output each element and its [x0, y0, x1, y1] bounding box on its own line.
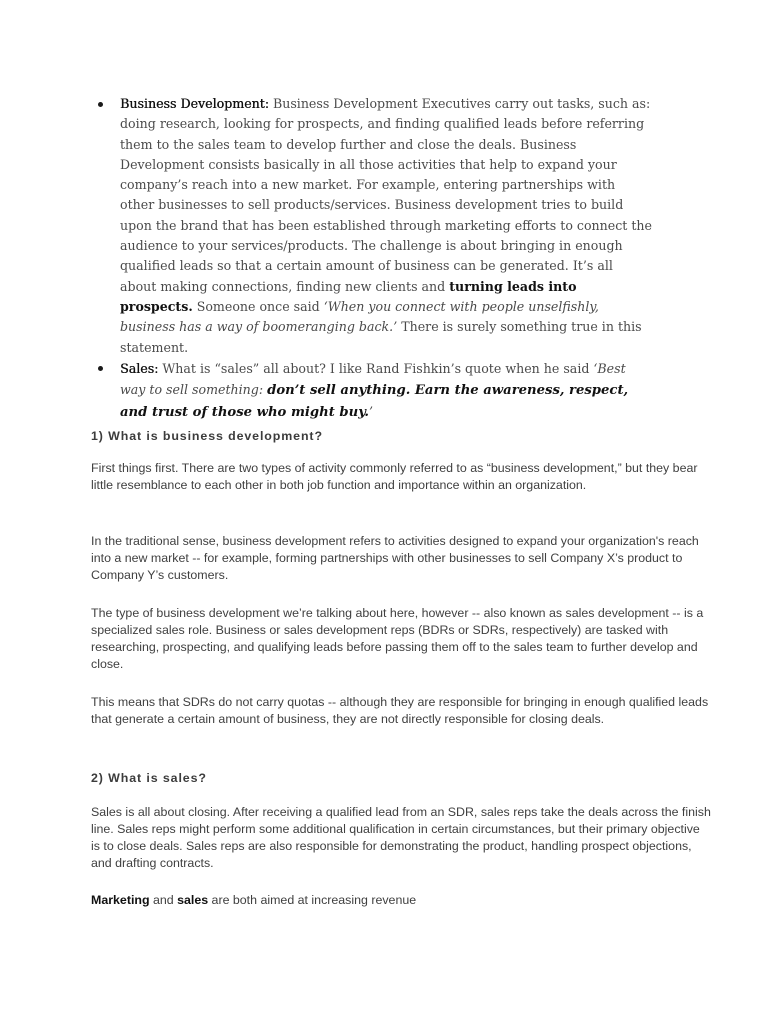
paragraph-block [91, 460, 711, 494]
closing-sentence [91, 892, 711, 909]
section-heading-1 [91, 429, 711, 443]
bullet-lead-label: Business Development: [120, 96, 269, 111]
bullet-body [120, 361, 628, 419]
bullet-sales [92, 358, 652, 423]
paragraph: First things first. There are two types of activity commonly referred to as “business development,” but they bear little resemblance to each other in both job function and importance within an organization. [91, 461, 698, 492]
body-text: There is surely something true in this statement. [120, 319, 642, 355]
body-text: What is “sales” all about? I like Rand Fishkin’s quote when he said [158, 360, 594, 376]
paragraph-block [91, 605, 711, 673]
bold-text: turning leads into prospects. [120, 278, 577, 314]
section-heading-2 [91, 771, 711, 785]
paragraph: This means that SDRs do not carry quotas -- although they are responsible for bringing in enough qualified leads that generate a certain amount of business, they are not directly responsible for closing deals. [91, 695, 709, 726]
closing-rest: are both aimed at increasing revenue [208, 893, 417, 907]
body-text: Someone once said [192, 298, 324, 314]
italic-quote: ‘When you connect with people unselfishly, business has a way of boomeranging back.’ [120, 298, 599, 335]
final-line [91, 892, 711, 909]
paragraph: In the traditional sense, business development refers to activities designed to expand your organization's reach into a new market -- for example, forming partnerships with other businesses to sell Company X’s product to Company Y’s customers. [91, 534, 699, 582]
bullet-dot-icon [98, 102, 103, 107]
paragraph-block [91, 694, 711, 728]
bullet-lead-label: Sales: [120, 360, 159, 376]
paragraph-block [91, 804, 711, 872]
italic-quote: ‘Best way to sell something: [120, 360, 626, 397]
paragraph-block [91, 533, 711, 584]
heading-what-is-sales: 2) What is sales? [91, 771, 207, 785]
heading-business-development: 1) What is business development? [91, 429, 323, 443]
bullet-business-development [92, 94, 652, 358]
marketing-word: Marketing [91, 893, 150, 907]
bullet-body [120, 96, 652, 355]
bold-italic-quote: don’t sell anything. Earn the awareness, respect, and trust of those who might buy. [120, 382, 629, 420]
italic-quote: ’ [368, 403, 373, 419]
body-text: Business Development Executives carry out tasks, such as: doing research, looking for prospects, and finding qualified leads before referring them to the sales team to develop further and close the deals. Business Development consists basically in all those activities that help to expand your company’s reach into a new market. For example, entering partnerships with other businesses to sell products/services. Business development tries to build upon the brand that has been established through marketing efforts to connect the audience to your services/products. The challenge is about bringing in enough qualified leads so that a certain amount of business can be generated. It’s all about making connections, finding new clients and [120, 96, 652, 294]
paragraph: Sales is all about closing. After receiving a qualified lead from an SDR, sales reps take the deals across the finish line. Sales reps might perform some additional qualification in certain circumstances, but their primary objective is to close deals. Sales reps are also responsible for demonstrating the product, handling prospect objections, and drafting contracts. [91, 805, 711, 870]
bullet-dot-icon [98, 366, 103, 371]
connector-text: and [149, 893, 178, 907]
sales-word: sales [177, 893, 209, 907]
paragraph: The type of business development we’re talking about here, however -- also known as sales development -- is a specialized sales role. Business or sales development reps (BDRs or SDRs, respectively) are tasked with researching, prospecting, and qualifying leads before passing them off to the sales team to further develop and close. [91, 606, 704, 671]
bullet-list [92, 94, 652, 423]
